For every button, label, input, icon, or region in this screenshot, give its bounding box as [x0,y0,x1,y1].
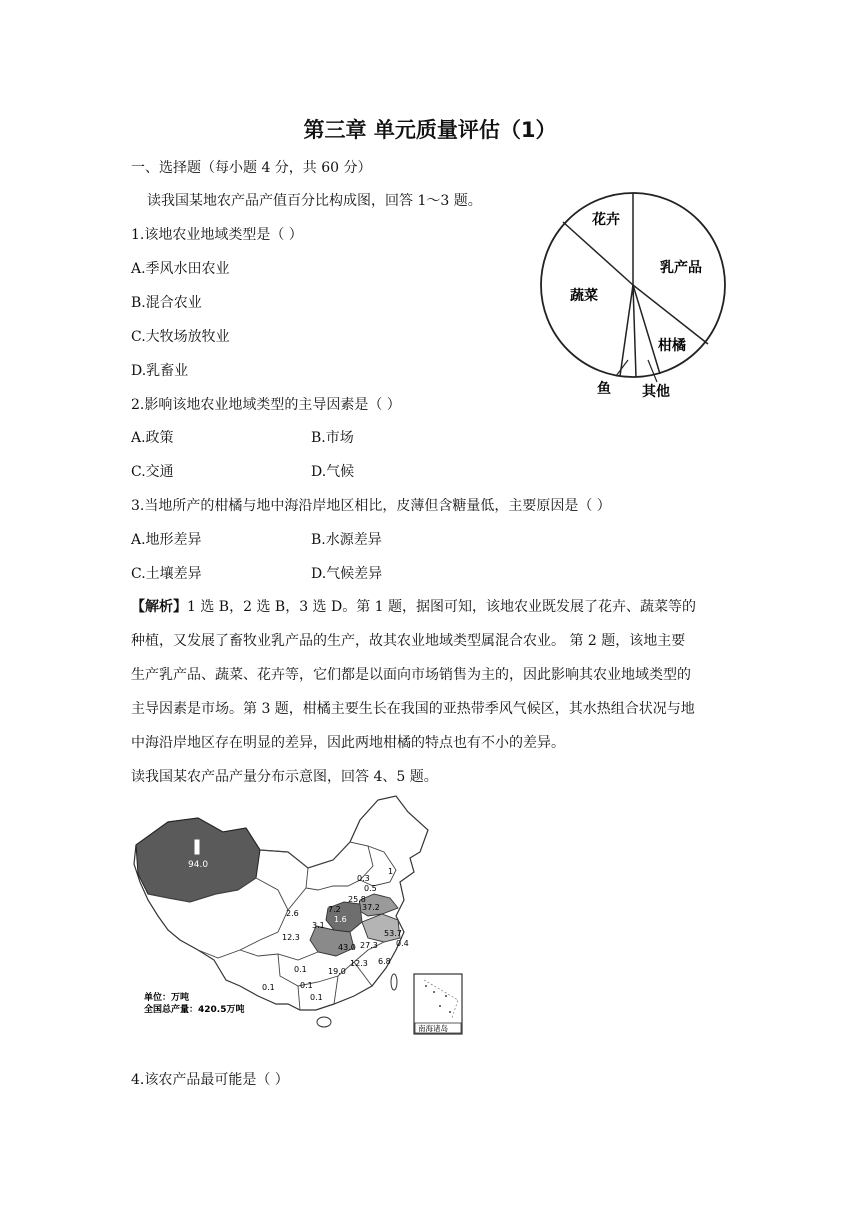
pie-label-citrus: 柑橘 [658,338,686,354]
page-title: 第三章 单元质量评估（1） [303,118,557,142]
china-map-figure [128,790,473,1040]
pie-label-fish: 鱼 [597,381,611,397]
analysis-line-1: 【解析】1 选 B，2 选 B，3 选 D。第 1 题，据图可知，该地农业既发展了花卉、蔬菜等的 [131,599,697,615]
analysis-tag: 【解析】 [131,599,187,615]
question-1-option-c: C.大牧场放牧业 [131,329,230,345]
analysis-line-2: 种植，又发展了畜牧业乳产品的生产，故其农业地域类型属混合农业。 第 2 题，该地主要 [131,633,686,649]
question-2-option-c: C.交通 [131,464,174,480]
map-value: 0.1 [262,983,275,992]
map-total: 全国总产量：420.5万吨 [144,1005,245,1015]
question-1-option-d: D.乳畜业 [131,363,189,379]
question-3-option-a: A.地形差异 [131,532,202,548]
map-value: 25.8 [348,895,366,904]
map-value: 43.0 [338,943,356,952]
hainan-island [317,1017,331,1027]
question-3-option-b: B.水源差异 [311,532,382,548]
question-3-option-c: C.土壤差异 [131,566,202,582]
island-dot [439,1005,441,1007]
question-2-option-a: A.政策 [131,430,174,446]
map-unit: 单位：万吨 [144,993,190,1003]
pie-figure [540,180,745,410]
map-value: 7.2 [328,905,341,914]
question-1-stem: 1.该地农业地域类型是（ ） [131,227,303,243]
map-value: 1.6 [334,915,347,924]
value-bar [195,840,199,854]
map-value: 6.8 [378,957,391,966]
map-value: 12.3 [282,933,300,942]
map-value: 1 [388,867,394,876]
question-2-stem: 2.影响该地农业地域类型的主导因素是（ ） [131,397,401,413]
map-value: 0.1 [300,981,313,990]
map-value: 27.3 [360,941,378,950]
island-dot [445,995,447,997]
map-value: 12.3 [350,959,368,968]
analysis-line-4: 主导因素是市场。第 3 题，柑橘主要生长在我国的亚热带季风气候区，其水热组合状况与地 [131,701,695,717]
pie-label-other: 其他 [642,384,670,400]
question-3-stem: 3.当地所产的柑橘与地中海沿岸地区相比，皮薄但含糖量低，主要原因是（ ） [131,498,611,514]
map-value: 2.6 [286,909,299,918]
question-2-option-b: B.市场 [311,430,354,446]
section-heading: 一、选择题（每小题 4 分，共 60 分） [131,160,372,176]
map-value: 0.1 [310,993,323,1002]
question-4-stem: 4.该农产品最可能是（ ） [131,1072,289,1088]
pie-label-vegetables: 蔬菜 [570,288,598,304]
island-dot [449,1011,451,1013]
question-3-option-d: D.气候差异 [311,566,383,582]
map-value: 37.2 [362,903,380,912]
map-value: 3.1 [312,921,325,930]
map-value: 53.7 [384,929,402,938]
map-value: 0.5 [364,884,377,893]
map-value: 0.3 [357,874,370,883]
question-1-option-b: B.混合农业 [131,295,202,311]
map-value: 19.0 [328,967,346,976]
pie-label-flowers: 花卉 [592,212,620,228]
intro-text-1: 读我国某地农产品产值百分比构成图，回答 1～3 题。 [147,193,482,209]
map-value: 0.4 [396,939,409,948]
question-1-option-a: A.季风水田农业 [131,261,230,277]
island-dot [425,985,427,987]
pie-label-dairy: 乳产品 [660,260,702,276]
island-dot [433,991,435,993]
analysis-line-5: 中海沿岸地区存在明显的差异，因此两地柑橘的特点也有不小的差异。 [131,735,565,751]
taiwan-island [391,974,397,990]
map-value: 94.0 [188,860,209,870]
intro-text-2: 读我国某农产品产量分布示意图，回答 4、5 题。 [131,769,438,785]
analysis-line-3: 生产乳产品、蔬菜、花卉等，它们都是以面向市场销售为主的，因此影响其农业地域类型的 [131,667,691,683]
map-value: 0.1 [294,965,307,974]
inset-label: 南海诸岛 [418,1024,448,1033]
question-2-option-d: D.气候 [311,464,355,480]
